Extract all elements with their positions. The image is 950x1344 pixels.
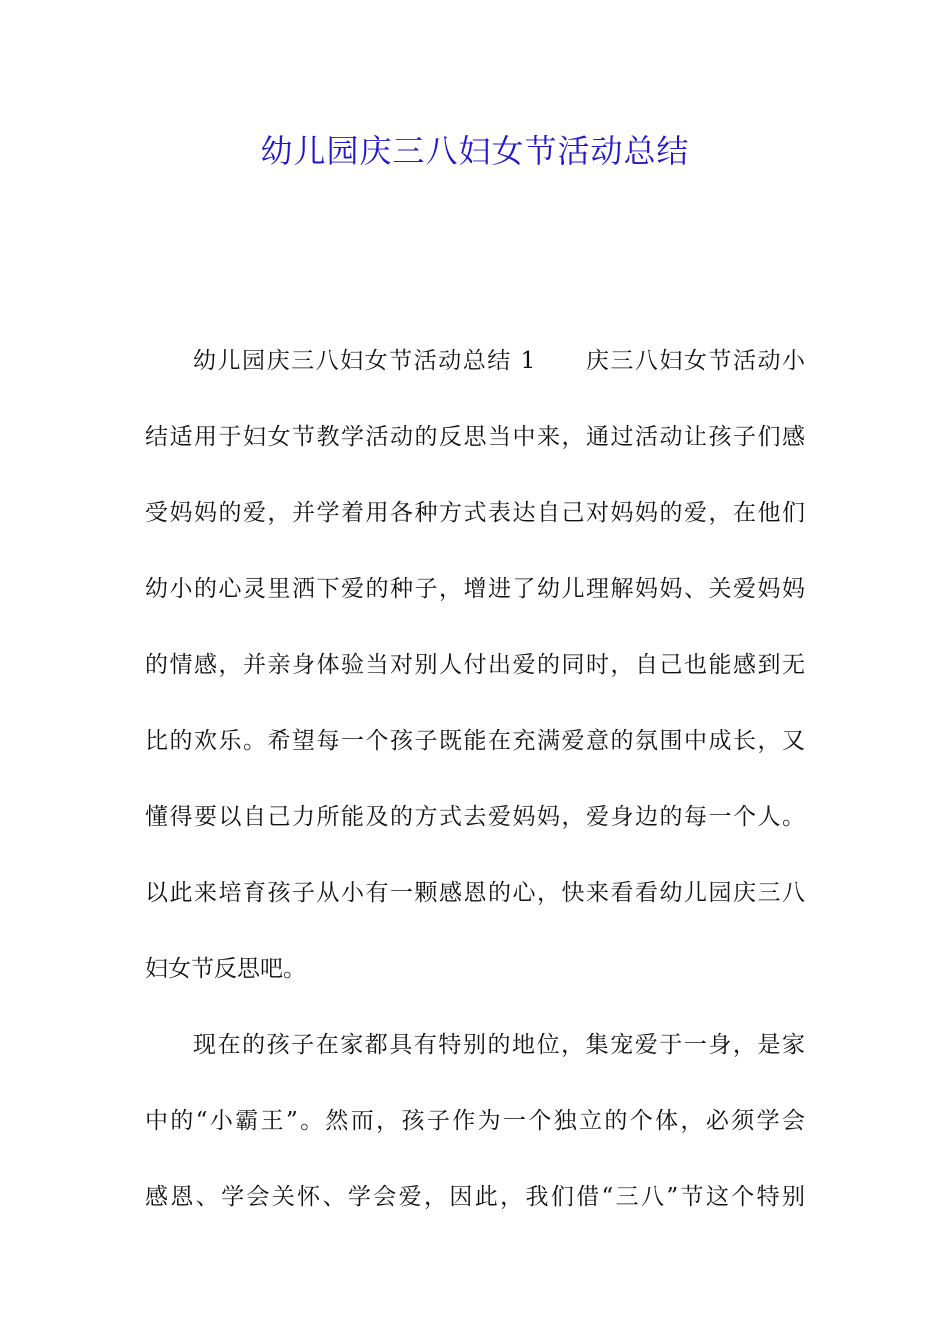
- paragraph-line: 幼小的心灵里洒下爱的种子，增进了幼儿理解妈妈、关爱妈妈: [145, 576, 805, 602]
- document-title: 幼儿园庆三八妇女节活动总结: [260, 132, 690, 170]
- paragraph-2: [145, 1018, 805, 1246]
- paragraph-line: 幼儿园庆三八妇女节活动总结 1 庆三八妇女节活动小: [193, 348, 805, 374]
- paragraph-line: 的情感，并亲身体验当对别人付出爱的同时，自己也能感到无: [145, 652, 805, 678]
- document-body: [145, 334, 805, 1246]
- paragraph-line: 现在的孩子在家都具有特别的地位，集宠爱于一身，是家: [193, 1032, 805, 1058]
- paragraph-line: 中的“小霸王”。然而，孩子作为一个独立的个体，必须学会: [145, 1108, 805, 1134]
- paragraph-1: [145, 334, 805, 1018]
- paragraph-line: 妇女节反思吧。: [145, 956, 306, 982]
- paragraph-line: 结适用于妇女节教学活动的反思当中来，通过活动让孩子们感: [145, 424, 805, 450]
- paragraph-line: 比的欢乐。希望每一个孩子既能在充满爱意的氛围中成长，又: [145, 728, 805, 754]
- paragraph-line: 懂得要以自己力所能及的方式去爱妈妈，爱身边的每一个人。: [145, 804, 805, 830]
- paragraph-line: 以此来培育孩子从小有一颗感恩的心，快来看看幼儿园庆三八: [145, 880, 805, 906]
- paragraph-line: 受妈妈的爱，并学着用各种方式表达自己对妈妈的爱，在他们: [145, 500, 805, 526]
- paragraph-line: 感恩、学会关怀、学会爱，因此，我们借“三八”节这个特别: [145, 1184, 805, 1210]
